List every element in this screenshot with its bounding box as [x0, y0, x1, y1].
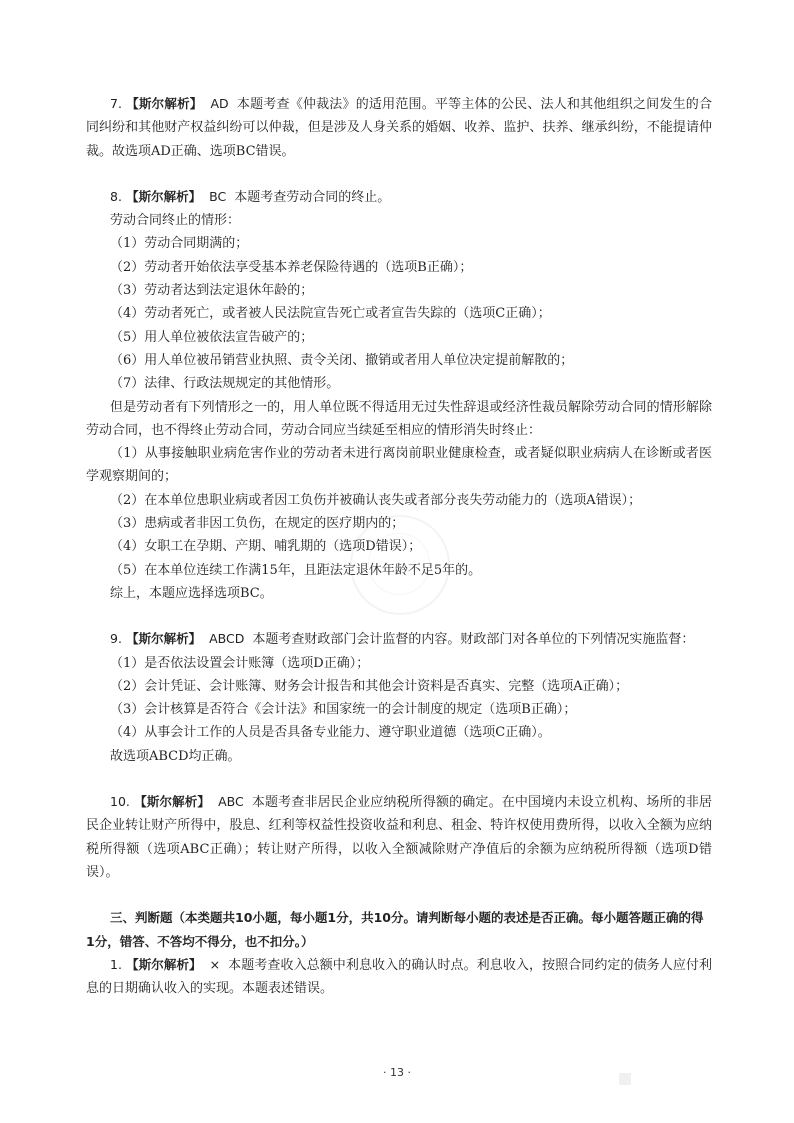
- q9-paragraph: [86, 627, 712, 651]
- q9-text: 本题考查财政部门会计监督的内容。财政部门对各单位的下列情况实施监督：: [252, 632, 695, 648]
- q10-text: 本题考查非居民企业应纳税所得额的确定。在中国境内未设立机构、场所的非居民企业转让财产所得中，股息、红利等权益性投资收益和利息、租金、特许权使用费所得，以收入全额为应纳税所得额（选项ABC正确）；转让财产所得，以收入全额减除财产净值后的余额为应纳税所得额（选项D错误）。: [86, 795, 712, 880]
- j1-answer: ×: [209, 956, 221, 972]
- q7-text: 本题考查《仲裁法》的适用范围。平等主体的公民、法人和其他组织之间发生的合同纠纷和其他财产权益纠纷可以仲裁，但是涉及人身关系的婚姻、收养、监护、扶养、继承纠纷，不能提请仲裁。故选项AD正确、选项BC错误。: [86, 97, 712, 159]
- q9-label: 【斯尔解析】: [126, 631, 202, 647]
- q8-answer: BC: [209, 188, 227, 204]
- document-body: [86, 92, 712, 1000]
- q8-line: （1）劳动合同期满的；: [110, 236, 249, 252]
- section-heading-judgment: 三、判断题（本类题共10小题，每小题1分，共10分。请判断每小题的表述是否正确。每小题答题正确的得1分，错答、不答均不得分，也不扣分。）: [86, 910, 704, 949]
- q9-answer: ABCD: [209, 631, 245, 647]
- q8-line: （7）法律、行政法规规定的其他情形。: [110, 376, 340, 392]
- q10-answer: ABC: [218, 794, 244, 810]
- q8-text: 本题考查劳动合同的终止。: [234, 189, 391, 205]
- j1-label: 【斯尔解析】: [126, 956, 202, 972]
- q8-line: （3）劳动者达到法定退休年龄的；: [110, 283, 314, 299]
- q8-line: 但是劳动者有下列情形之一的，用人单位既不得适用无过失性辞退或经济性裁员解除劳动合同的情形解除劳动合同，也不得终止劳动合同，劳动合同应当续延至相应的情形消失时终止：: [86, 399, 712, 438]
- q8-paragraph: [86, 185, 712, 209]
- q8-line: （2）在本单位患职业病或者因工负伤并被确认丧失或者部分丧失劳动能力的（选项A错误）；: [110, 492, 642, 508]
- q7-answer: AD: [210, 96, 229, 111]
- q8-line: （2）劳动者开始依法享受基本养老保险待遇的（选项B正确）；: [110, 259, 473, 275]
- q9-line: （3）会计核算是否符合《会计法》和国家统一的会计制度的规定（选项B正确）；: [110, 702, 577, 718]
- q8-line: 劳动合同终止的情形：: [110, 213, 241, 229]
- q7-paragraph: [86, 92, 712, 163]
- j1-number: 1.: [110, 956, 122, 972]
- q8-label: 【斯尔解析】: [126, 188, 202, 204]
- q8-line: （1）从事接触职业病危害作业的劳动者未进行离岗前职业健康检查，或者疑似职业病病人在诊断或者医学观察期间的；: [86, 446, 712, 485]
- q8-line: （5）用人单位被依法宣告破产的；: [110, 329, 314, 345]
- q8-line: （4）劳动者死亡，或者被人民法院宣告死亡或者宣告失踪的（选项C正确）；: [110, 306, 551, 322]
- q8-number: 8.: [110, 188, 122, 204]
- q9-line: （4）从事会计工作的人员是否具备专业能力、遵守职业道德（选项C正确）。: [110, 725, 551, 741]
- q8-line: （3）患病或者非因工负伤，在规定的医疗期内的；: [110, 516, 405, 532]
- page-number: · 13 ·: [383, 1066, 411, 1079]
- q8-line: （4）女职工在孕期、产期、哺乳期的（选项D错误）；: [110, 539, 422, 555]
- q10-paragraph: [86, 790, 712, 884]
- q10-label: 【斯尔解析】: [134, 794, 211, 810]
- q7-label: 【斯尔解析】: [126, 96, 203, 111]
- q7-number: 7.: [110, 96, 122, 111]
- j1-paragraph: [86, 953, 712, 1001]
- q9-line: 故选项ABCD均正确。: [110, 748, 241, 764]
- q9-line: （2）会计凭证、会计账簿、财务会计报告和其他会计资料是否真实、完整（选项A正确）；: [110, 678, 629, 694]
- j1-text: 本题考查收入总额中利息收入的确认时点。利息收入，按照合同约定的债务人应付利息的日期确认收入的实现。本题表述错误。: [86, 957, 712, 997]
- q10-number: 10.: [110, 794, 130, 810]
- q9-number: 9.: [110, 631, 122, 647]
- q8-line: （6）用人单位被吊销营业执照、责令关闭、撤销或者用人单位决定提前解散的；: [110, 352, 574, 368]
- q8-line: 综上，本题应选择选项BC。: [110, 585, 273, 601]
- q8-line: （5）在本单位连续工作满15年，且距法定退休年龄不足5年的。: [110, 562, 482, 578]
- corner-mark: [619, 1073, 631, 1085]
- q9-line: （1）是否依法设置会计账簿（选项D正确）；: [110, 655, 370, 671]
